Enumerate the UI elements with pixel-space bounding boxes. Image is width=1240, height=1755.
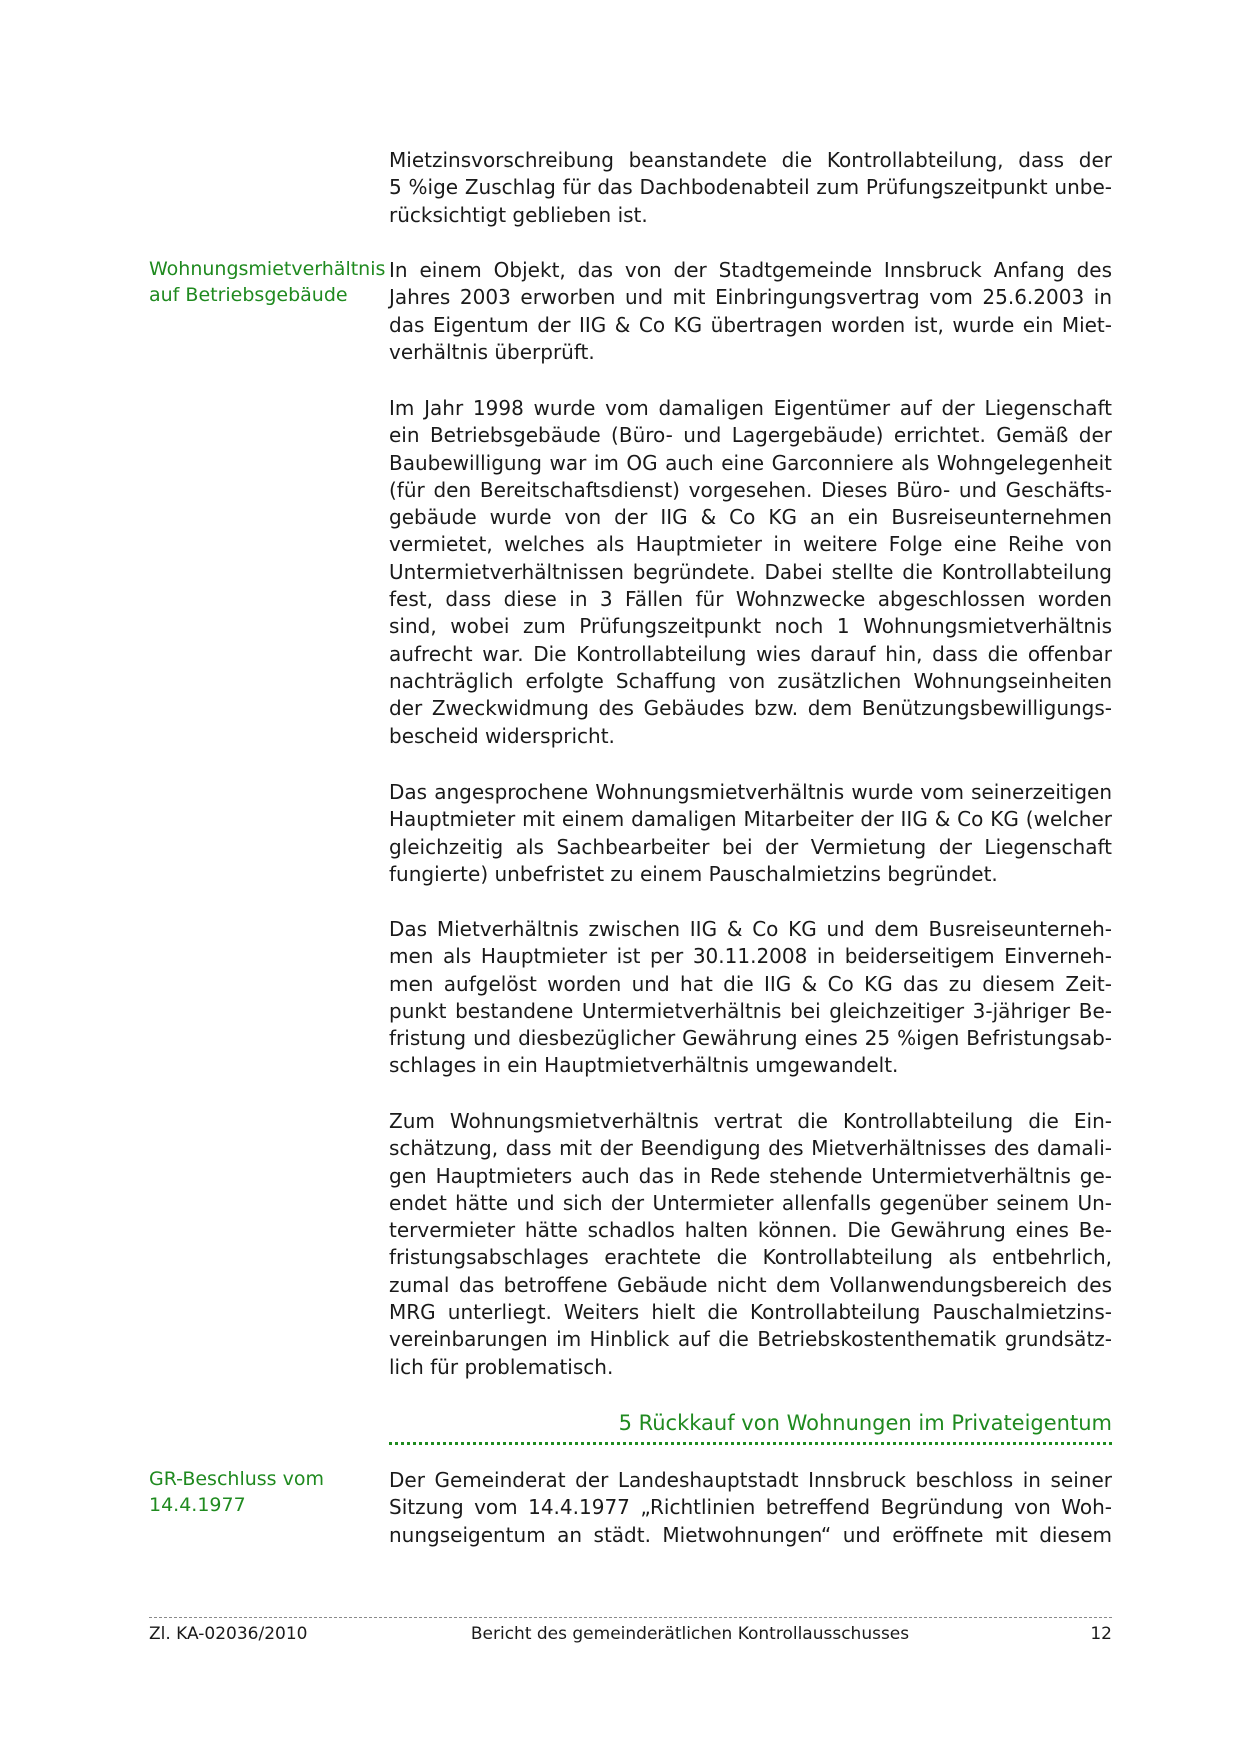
text-line: Zum Wohnungsmietverhältnis vertrat die Kontrollabteilung die Ein- xyxy=(389,1109,1112,1133)
text-line: verhältnis überprüft. xyxy=(389,339,595,364)
section-heading-rule xyxy=(389,1442,1112,1445)
text-line: MRG unterliegt. Weiters hielt die Kontrollabteilung Pauschalmietzins- xyxy=(389,1300,1112,1325)
text-line: tervermieter hätte schadlos halten können. Die Gewährung eines Be- xyxy=(389,1218,1112,1243)
text-line: zumal das betroffene Gebäude nicht dem Vollanwendungsbereich des xyxy=(389,1272,1112,1297)
paragraph-objekt xyxy=(389,257,1112,366)
text-line: (für den Bereitschaftsdienst) vorgesehen. Dieses Büro- und Geschäfts- xyxy=(389,477,1112,502)
text-line: bescheid widerspricht. xyxy=(389,723,615,748)
text-line: men aufgelöst worden und hat die IIG & Co KG das zu diesem Zeit- xyxy=(389,971,1112,996)
footer-reference: Zl. KA-02036/2010 xyxy=(149,1624,308,1644)
margin-note-line: Wohnungsmietverhältnis xyxy=(149,258,386,280)
text-line: vermietet, welches als Hauptmieter in weitere Folge eine Reihe von xyxy=(389,532,1112,557)
text-line: fristung und diesbezüglicher Gewährung eines 25 %igen Befristungsab- xyxy=(389,1026,1112,1051)
text-line: gen Hauptmieters auch das in Rede stehende Untermietverhältnis ge- xyxy=(389,1163,1112,1188)
text-line: ein Betriebsgebäude (Büro- und Lagergebäude) errichtet. Gemäß der xyxy=(389,423,1112,448)
text-line: 5 %ige Zuschlag für das Dachbodenabteil zum Prüfungszeitpunkt unbe- xyxy=(389,175,1112,200)
text-line: Das Mietverhältnis zwischen IIG & Co KG und dem Busreiseunterneh- xyxy=(389,917,1112,941)
text-line: gleichzeitig als Sachbearbeiter bei der Vermietung der Liegenschaft xyxy=(389,834,1112,859)
margin-note-line: 14.4.1977 xyxy=(149,1494,246,1516)
text-line: sind, wobei zum Prüfungszeitpunkt noch 1 Wohnungsmietverhältnis xyxy=(389,614,1112,639)
text-line: rücksichtigt geblieben ist. xyxy=(389,202,648,227)
text-line: Im Jahr 1998 wurde vom damaligen Eigentümer auf der Liegenschaft xyxy=(389,396,1112,420)
margin-note-line: GR-Beschluss vom xyxy=(149,1468,324,1490)
text-line: Mietzinsvorschreibung beanstandete die Kontrollabteilung, dass der xyxy=(389,148,1112,172)
text-line: Sitzung vom 14.4.1977 „Richtlinien betreffend Begründung von Woh- xyxy=(389,1495,1112,1520)
margin-note-wohnungsmietverhaeltnis xyxy=(149,256,386,308)
text-line: fristungsabschlages erachtete die Kontrollabteilung als entbehrlich, xyxy=(389,1245,1112,1270)
text-line: gebäude wurde von der IIG & Co KG an ein Busreiseunternehmen xyxy=(389,505,1112,530)
text-line: aufrecht war. Die Kontrollabteilung wies darauf hin, dass die offenbar xyxy=(389,641,1112,666)
text-line: schätzung, dass mit der Beendigung des Mietverhältnisses des damali- xyxy=(389,1136,1112,1161)
paragraph-einschaetzung xyxy=(389,1108,1112,1381)
paragraph-hauptmieter xyxy=(389,779,1112,888)
section-heading: 5 Rückkauf von Wohnungen im Privateigentum xyxy=(618,1411,1112,1435)
margin-note-line: auf Betriebsgebäude xyxy=(149,284,348,306)
text-line: Hauptmieter mit einem damaligen Mitarbeiter der IIG & Co KG (welcher xyxy=(389,807,1112,832)
text-line: das Eigentum der IIG & Co KG übertragen worden ist, wurde ein Miet- xyxy=(389,312,1112,337)
paragraph-mietverhaeltnis xyxy=(389,916,1112,1080)
text-line: schlages in ein Hauptmietverhältnis umgewandelt. xyxy=(389,1053,899,1078)
text-line: In einem Objekt, das von der Stadtgemeinde Innsbruck Anfang des xyxy=(389,258,1112,282)
footer-title: Bericht des gemeinderätlichen Kontrollausschusses xyxy=(470,1624,910,1644)
text-line: men als Hauptmieter ist per 30.11.2008 in beiderseitigem Einverneh- xyxy=(389,944,1112,969)
paragraph-betriebsgebaeude xyxy=(389,395,1112,750)
text-line: lich für problematisch. xyxy=(389,1354,614,1379)
paragraph-zuschlag xyxy=(389,147,1112,229)
page-number: 12 xyxy=(1090,1624,1112,1644)
text-line: der Zweckwidmung des Gebäudes bzw. dem Benützungsbewilligungs- xyxy=(389,696,1112,721)
footer-rule xyxy=(149,1617,1112,1618)
text-line: nungseigentum an städt. Mietwohnungen“ und eröffnete mit diesem xyxy=(389,1522,1112,1547)
text-line: Untermietverhältnissen begründete. Dabei stellte die Kontrollabteilung xyxy=(389,559,1112,584)
text-line: endet hätte und sich der Untermieter allenfalls gegenüber seinem Un- xyxy=(389,1190,1112,1215)
text-line: punkt bestandene Untermietverhältnis bei gleichzeitiger 3-jähriger Be- xyxy=(389,998,1112,1023)
text-line: fest, dass diese in 3 Fällen für Wohnzwecke abgeschlossen worden xyxy=(389,587,1112,612)
text-line: Jahres 2003 erworben und mit Einbringungsvertrag vom 25.6.2003 in xyxy=(389,285,1112,310)
paragraph-gemeinderat xyxy=(389,1467,1112,1549)
text-line: Der Gemeinderat der Landeshauptstadt Innsbruck beschloss in seiner xyxy=(389,1468,1112,1492)
text-line: vereinbarungen im Hinblick auf die Betriebskostenthematik grundsätz- xyxy=(389,1327,1112,1352)
text-line: Baubewilligung war im OG auch eine Garconniere als Wohngelegenheit xyxy=(389,450,1112,475)
margin-note-gr-beschluss xyxy=(149,1466,349,1518)
text-line: Das angesprochene Wohnungsmietverhältnis wurde vom seinerzeitigen xyxy=(389,780,1112,804)
text-line: fungierte) unbefristet zu einem Pauschalmietzins begründet. xyxy=(389,861,998,886)
text-line: nachträglich erfolgte Schaffung von zusätzlichen Wohnungseinheiten xyxy=(389,668,1112,693)
